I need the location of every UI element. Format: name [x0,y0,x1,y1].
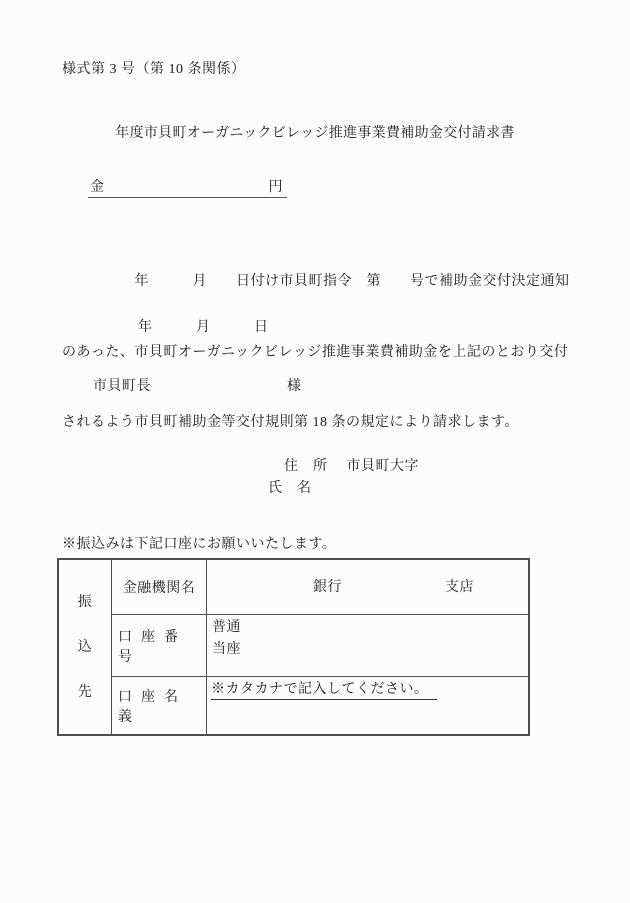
account-holder-label-cell [112,677,207,734]
account-holder-note-wrap [207,677,528,700]
account-number-label: 口座番号 [118,629,187,665]
row-header-char-3: 先 [77,684,93,700]
account-holder-label: 口座名義 [118,689,187,725]
account-type-ordinary: 普通 [212,620,241,635]
table-row-header-transfer-destination [59,560,112,734]
body-line-3: されるよう市貝町補助金等交付規則第 18 条の規定により請求します。 [62,415,519,430]
account-number-label-cell [112,615,207,677]
branch-suffix-label: 支店 [445,580,474,595]
amount-unit: 円 [268,180,283,195]
address-label: 住 所 [284,459,328,474]
financial-institution-input-cell [207,560,528,615]
bank-suffix-label: 銀行 [313,580,342,595]
account-type-options [207,615,528,661]
katakana-note: ※カタカナで記入してください。 [211,681,437,700]
document-title: 年度市貝町オーガニックビレッジ推進事業費補助金交付請求書 [115,126,515,141]
financial-institution-label: 金融機関名 [122,581,196,596]
form-number: 様式第 3 号（第 10 条関係） [62,62,246,77]
addressee-line [93,378,302,395]
addressee-title: 市貝町長 [93,379,151,394]
financial-institution-label-cell [112,560,207,615]
addressee-honorific: 様 [287,379,302,394]
bank-transfer-table [57,558,530,736]
account-holder-input-cell [207,677,528,734]
address-value: 市貝町大字 [346,459,419,474]
row-header-char-1: 振 [77,594,93,610]
signature-name-line: 氏 名 [268,481,312,496]
date-line: 年 月 日 [138,320,269,335]
account-number-input-cell [207,615,528,677]
body-line-2: のあった、市貝町オーガニックビレッジ推進事業費補助金を上記のとおり交付 [62,344,569,360]
account-type-current: 当座 [212,642,241,657]
row-header-char-2: 込 [77,639,93,655]
transfer-note: ※振込みは下記口座にお願いいたします。 [62,537,337,552]
amount-prefix: 金 [90,180,105,195]
amount-line [88,180,287,198]
body-line-1: 年 月 日付け市貝町指令 第 号で補助金交付決定通知 [62,274,570,289]
